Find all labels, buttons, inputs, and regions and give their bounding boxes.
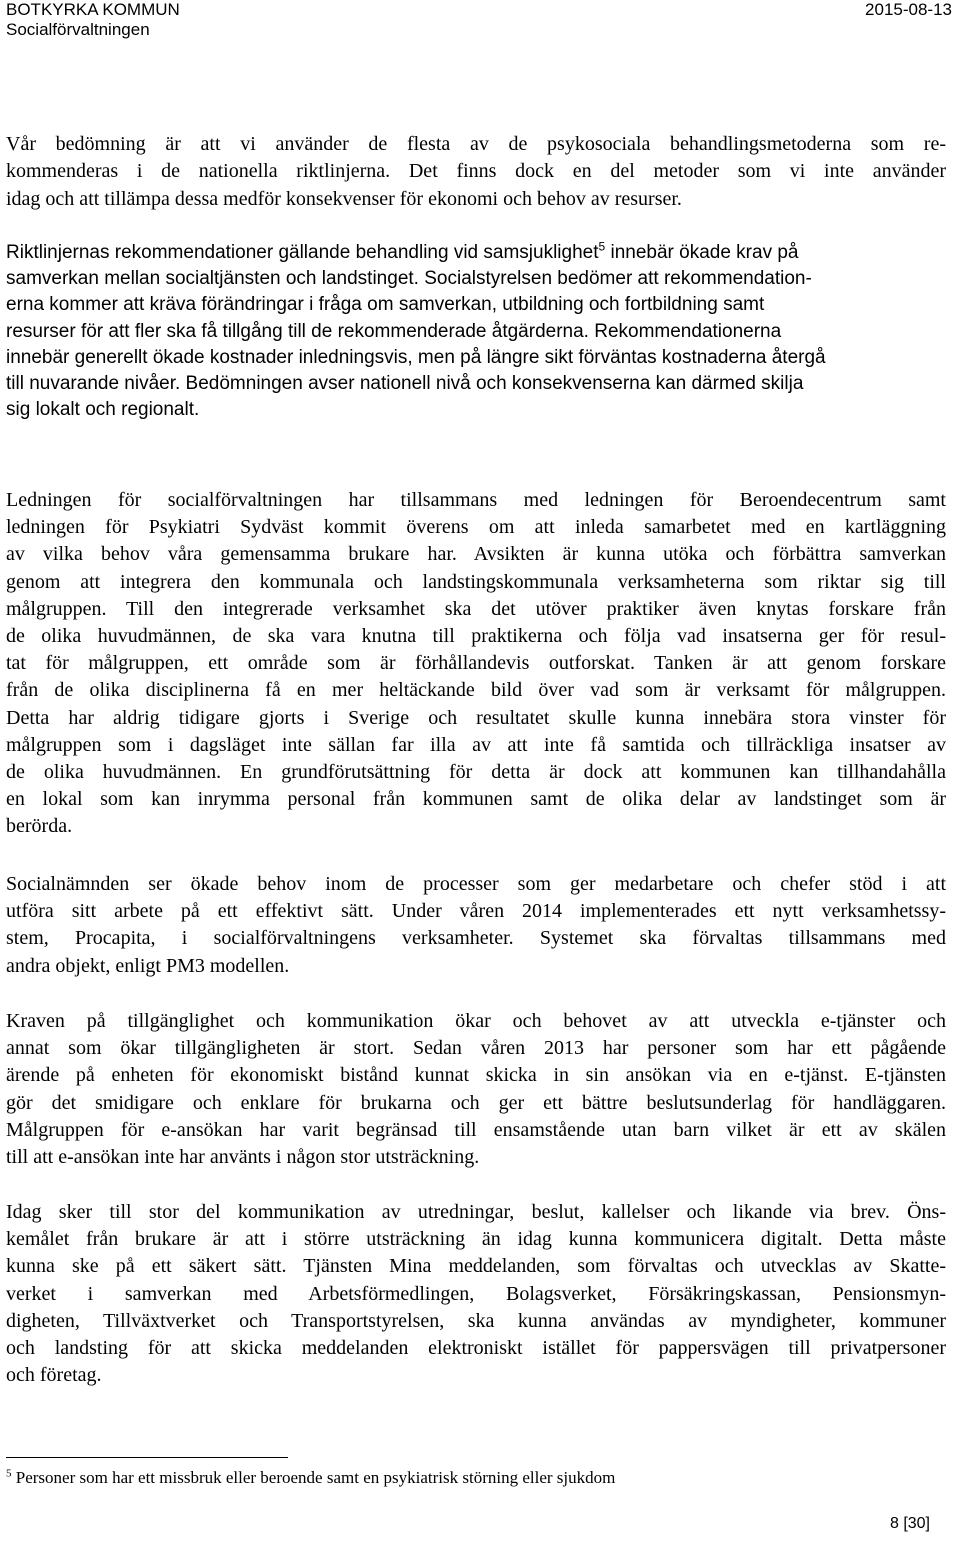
footnote-divider <box>6 1457 288 1458</box>
text-line: Socialnämnden ser ökade behov inom de processer som ger medarbetare och chefer stöd i att <box>6 873 946 895</box>
text-line: stem, Procapita, i socialförvaltningens verksamheter. Systemet ska förvaltas tillsammans med <box>6 927 946 950</box>
paragraph-management <box>6 487 946 841</box>
paragraph-digital-communication <box>6 1199 946 1389</box>
text-line: de olika huvudmännen. En grundförutsättning för detta är dock att kommunen kan tillhandahålla <box>6 761 946 784</box>
text-line: kommenderas i de nationella riktlinjerna. Det finns dock en del metoder som vi inte använder <box>6 160 946 183</box>
text-line: gör det smidigare och enklare för brukarna och ger ett bättre beslutsunderlag för handläggaren. <box>6 1091 946 1114</box>
text-line: verket i samverkan med Arbetsförmedlingen, Bolagsverket, Försäkringskassan, Pensionsmyn- <box>6 1282 946 1305</box>
text-line: kunna ske på ett säkert sätt. Tjänsten Mina meddelanden, som förvaltas och utvecklas av Skatte- <box>6 1255 946 1278</box>
footnote <box>6 1468 615 1488</box>
text-line: Detta har aldrig tidigare gjorts i Sverige och resultatet skulle kunna innebära stora vinster för <box>6 706 946 729</box>
text-fragment: samverkan mellan socialtjänsten och landstinget. <box>6 268 419 290</box>
text-line: till nuvarande nivåer. Bedömningen avser nationell nivå och konsekvenserna kan därmed skilja <box>6 373 804 395</box>
text-line: sig lokalt och regionalt. <box>6 399 200 421</box>
footnote-text: Personer som har ett missbruk eller beroende samt en psykiatrisk störning eller sjukdom <box>11 1468 616 1487</box>
text-line: de olika huvudmännen, de ska vara knutna till praktikerna och följa vad insatserna ger för resul- <box>6 625 946 648</box>
paragraph-social-board <box>6 871 946 980</box>
text-line: utföra sitt arbete på ett effektivt sätt. Under våren 2014 implementerades ett nytt verksamhetssy- <box>6 900 946 923</box>
footnote-number: 5 <box>6 1467 12 1480</box>
text-line <box>6 240 946 266</box>
text-line: till att e-ansökan inte har använts i någon stor utsträckning. <box>6 1146 480 1169</box>
text-line: erna kommer att kräva förändringar i fråga om samverkan, utbildning och fortbildning samt <box>6 294 765 316</box>
text-line: målgruppen. Till den integrerade verksamhet ska det utöver praktiker även knytas forskare från <box>6 597 946 620</box>
text-line: Idag sker till stor del kommunikation av utredningar, beslut, kallelser och likande via brev. Öns- <box>6 1201 946 1223</box>
text-line: och landsting för att skicka meddelanden elektroniskt istället för pappersvägen till privatpersoner <box>6 1337 946 1360</box>
text-line: ärende på enheten för ekonomiskt bistånd kunnat skicka in sin ansökan via en e-tjänst. E-tjänsten <box>6 1064 946 1087</box>
paragraph-assessment <box>6 131 946 213</box>
text-fragment: Socialstyrelsen bedömer att rekommendation- <box>418 268 812 290</box>
text-line: innebär generellt ökade kostnader inledningsvis, men på längre sikt förväntas kostnaderna återgå <box>6 346 826 368</box>
text-line: Målgruppen för e-ansökan har varit begränsad till ensamstående utan barn vilket är ett av skälen <box>6 1118 946 1141</box>
org-name: BOTKYRKA KOMMUN <box>6 0 180 19</box>
text-line: resurser för att fler ska få tillgång till de rekommenderade åtgärderna. Rekommendationerna <box>6 320 782 342</box>
footnote-ref: 5 <box>598 239 606 254</box>
text-line: tat för målgruppen, ett område som är förhållandevis outforskat. Tanken är att genom forskare <box>6 652 946 675</box>
text-line: andra objekt, enligt PM3 modellen. <box>6 954 290 977</box>
text-line: digheten, Tillväxtverket och Transportstyrelsen, ska kunna användas av myndigheter, kommuner <box>6 1309 946 1332</box>
text-line: genom att integrera den kommunala och landstingskommunala verksamheterna som riktar sig till <box>6 570 946 593</box>
text-line: och företag. <box>6 1364 102 1387</box>
page-number: 8 [30] <box>889 1515 930 1532</box>
text-line: kemålet från brukare är att i större utsträckning än idag kunna kommunicera digitalt. Detta måste <box>6 1228 946 1251</box>
paragraph-accessibility <box>6 1008 946 1171</box>
text-line: Kraven på tillgänglighet och kommunikation ökar och behovet av att utveckla e-tjänster och <box>6 1010 946 1032</box>
page-header-left <box>6 0 180 40</box>
text-line <box>6 266 946 292</box>
text-line: Vår bedömning är att vi använder de flesta av de psykosociala behandlingsmetoderna som re- <box>6 133 946 155</box>
text-line: målgruppen som i dagsläget inte sällan far illa av att inte få samtida och tillräckliga insatser av <box>6 733 946 756</box>
text-line: berörda. <box>6 815 73 838</box>
text-line: av vilka behov våra gemensamma brukare har. Avsikten är kunna utöka och förbättra samverkan <box>6 543 946 566</box>
text-line: ledningen för Psykiatri Sydväst kommit överens om att inleda samarbetet med en kartläggning <box>6 516 946 539</box>
paragraph-guidelines <box>6 240 946 423</box>
department-name: Socialförvaltningen <box>6 20 150 39</box>
text-fragment: innebär ökade krav på <box>605 242 799 263</box>
text-fragment: Riktlinjernas rekommendationer gällande behandling vid samsjuklighet <box>6 242 599 263</box>
text-line: från de olika disciplinerna få en mer heltäckande bild över vad som är verksamt för målgruppen. <box>6 679 946 702</box>
text-line: idag och att tillämpa dessa medför konsekvenser för ekonomi och behov av resurser. <box>6 187 682 210</box>
text-line: Ledningen för socialförvaltningen har tillsammans med ledningen för Beroendecentrum samt <box>6 489 946 511</box>
page-header-date: 2015-08-13 <box>865 0 952 19</box>
text-line: en lokal som kan inrymma personal från kommunen samt de olika delar av landstinget som är <box>6 788 946 811</box>
text-line: annat som ökar tillgängligheten är stort. Sedan våren 2013 har personer som har ett pågående <box>6 1037 946 1060</box>
